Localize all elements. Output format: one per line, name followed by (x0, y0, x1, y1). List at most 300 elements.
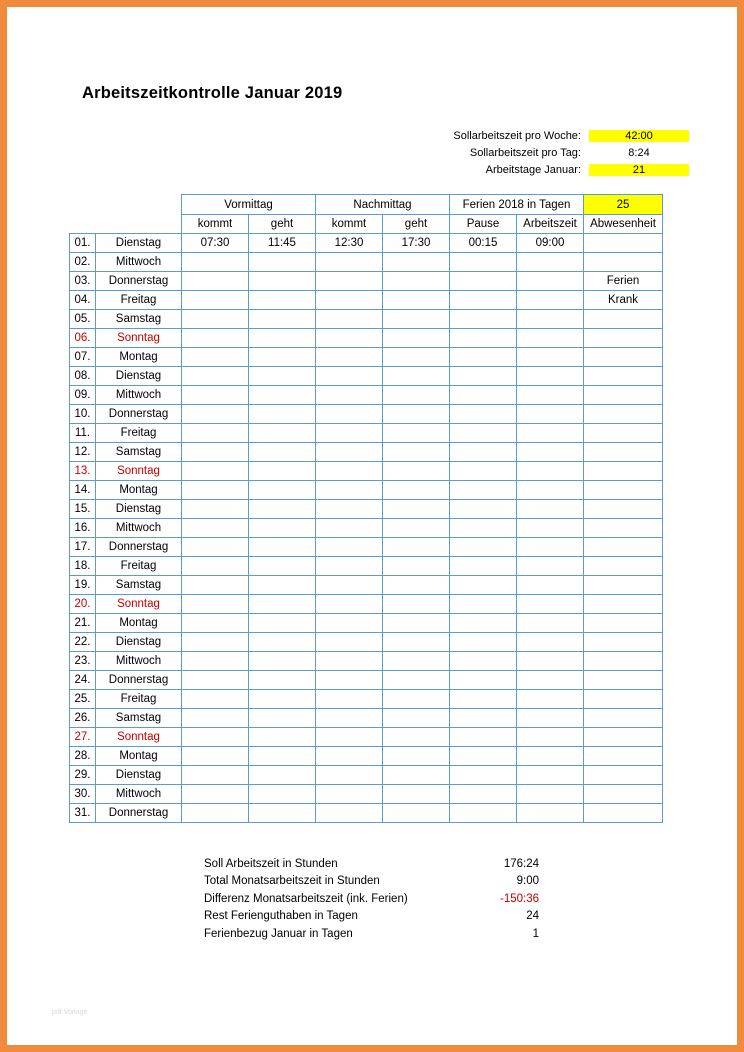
cell-pause[interactable] (450, 253, 517, 272)
cell-pause[interactable] (450, 481, 517, 500)
cell-nm-kommt[interactable] (316, 253, 383, 272)
cell-nm-kommt[interactable] (316, 785, 383, 804)
cell-abwesenheit[interactable] (584, 253, 663, 272)
cell-vm-kommt[interactable] (182, 538, 249, 557)
cell-nm-geht[interactable] (383, 519, 450, 538)
table-row (70, 424, 663, 443)
cell-vm-geht[interactable] (249, 728, 316, 747)
cell-nm-geht[interactable] (383, 652, 450, 671)
cell-vm-kommt[interactable] (182, 595, 249, 614)
cell-vm-kommt[interactable] (182, 386, 249, 405)
cell-nm-geht[interactable] (383, 614, 450, 633)
cell-arbeitszeit[interactable] (517, 462, 584, 481)
cell-nm-geht[interactable] (383, 443, 450, 462)
cell-pause[interactable] (450, 595, 517, 614)
cell-nm-kommt[interactable] (316, 804, 383, 823)
cell-abwesenheit[interactable] (584, 557, 663, 576)
group-header-ferien-label: Ferien 2018 in Tagen (450, 195, 584, 215)
cell-pause[interactable] (450, 747, 517, 766)
cell-nm-geht[interactable] (383, 348, 450, 367)
cell-abwesenheit[interactable] (584, 500, 663, 519)
top-info-value: 8:24 (628, 146, 650, 159)
cell-pause[interactable] (450, 614, 517, 633)
table-row (70, 804, 663, 823)
cell-vm-kommt[interactable] (182, 367, 249, 386)
row-number: 25. (70, 690, 96, 709)
cell-abwesenheit[interactable] (584, 766, 663, 785)
cell-abwesenheit[interactable] (584, 614, 663, 633)
cell-pause[interactable] (450, 310, 517, 329)
cell-arbeitszeit[interactable] (517, 367, 584, 386)
cell-vm-kommt[interactable] (182, 462, 249, 481)
cell-nm-geht[interactable] (383, 253, 450, 272)
cell-vm-kommt[interactable] (182, 804, 249, 823)
row-weekday: Mittwoch (96, 253, 182, 272)
row-weekday: Samstag (96, 443, 182, 462)
table-row (70, 519, 663, 538)
cell-arbeitszeit[interactable] (517, 405, 584, 424)
cell-abwesenheit[interactable] (584, 424, 663, 443)
cell-nm-geht[interactable] (383, 804, 450, 823)
cell-vm-geht[interactable] (249, 538, 316, 557)
cell-nm-geht[interactable] (383, 329, 450, 348)
cell-nm-geht[interactable] (383, 671, 450, 690)
row-number: 17. (70, 538, 96, 557)
cell-pause[interactable] (450, 557, 517, 576)
cell-vm-kommt[interactable] (182, 405, 249, 424)
cell-vm-kommt[interactable] (182, 253, 249, 272)
cell-arbeitszeit[interactable] (517, 481, 584, 500)
cell-arbeitszeit[interactable] (517, 690, 584, 709)
cell-nm-kommt[interactable] (316, 329, 383, 348)
cell-abwesenheit[interactable] (584, 652, 663, 671)
cell-nm-geht[interactable] (383, 633, 450, 652)
cell-abwesenheit[interactable] (584, 234, 663, 253)
cell-nm-geht[interactable] (383, 386, 450, 405)
column-header-arbeitszeit: Arbeitszeit (517, 215, 584, 234)
table-row (70, 462, 663, 481)
row-weekday: Dienstag (96, 500, 182, 519)
cell-arbeitszeit[interactable] (517, 348, 584, 367)
cell-nm-kommt[interactable] (316, 291, 383, 310)
cell-arbeitszeit[interactable] (517, 671, 584, 690)
cell-vm-geht[interactable] (249, 272, 316, 291)
table-row (70, 253, 663, 272)
cell-nm-kommt[interactable] (316, 272, 383, 291)
document-sheet (14, 14, 730, 1038)
cell-abwesenheit[interactable] (584, 329, 663, 348)
cell-arbeitszeit[interactable] (517, 709, 584, 728)
cell-pause[interactable] (450, 291, 517, 310)
cell-nm-geht[interactable] (383, 405, 450, 424)
page-title: Arbeitszeitkontrolle Januar 2019 (82, 84, 343, 102)
cell-nm-kommt[interactable] (316, 709, 383, 728)
cell-vm-geht[interactable] (249, 709, 316, 728)
cell-abwesenheit[interactable] (584, 519, 663, 538)
top-info-label: Arbeitstage Januar: (485, 163, 581, 176)
row-number: 09. (70, 386, 96, 405)
cell-arbeitszeit[interactable] (517, 804, 584, 823)
cell-vm-kommt[interactable]: 07:30 (182, 234, 249, 253)
cell-pause[interactable] (450, 633, 517, 652)
row-weekday: Samstag (96, 576, 182, 595)
cell-pause[interactable] (450, 766, 517, 785)
table-row (70, 538, 663, 557)
table-row (70, 785, 663, 804)
summary-label: Ferienbezug Januar in Tagen (204, 927, 353, 940)
cell-vm-kommt[interactable] (182, 272, 249, 291)
cell-arbeitszeit[interactable] (517, 310, 584, 329)
cell-vm-kommt[interactable] (182, 671, 249, 690)
cell-nm-kommt[interactable] (316, 348, 383, 367)
table-group-header-row (70, 195, 663, 215)
cell-abwesenheit[interactable]: Krank (584, 291, 663, 310)
group-header-vormittag: Vormittag (182, 195, 316, 215)
table-row (70, 348, 663, 367)
summary-value: 9:00 (516, 875, 539, 888)
cell-arbeitszeit[interactable] (517, 766, 584, 785)
cell-nm-geht[interactable] (383, 310, 450, 329)
cell-abwesenheit[interactable] (584, 348, 663, 367)
cell-nm-geht[interactable] (383, 291, 450, 310)
table-row (70, 234, 663, 253)
row-number: 28. (70, 747, 96, 766)
row-number: 15. (70, 500, 96, 519)
cell-nm-kommt[interactable] (316, 614, 383, 633)
cell-nm-geht[interactable] (383, 481, 450, 500)
cell-vm-kommt[interactable] (182, 709, 249, 728)
summary-row (204, 855, 539, 873)
table-row (70, 652, 663, 671)
cell-pause[interactable] (450, 367, 517, 386)
empty-corner-cell-4 (96, 215, 182, 234)
cell-nm-kommt[interactable] (316, 633, 383, 652)
table-row (70, 386, 663, 405)
row-weekday: Sonntag (96, 595, 182, 614)
cell-vm-kommt[interactable] (182, 633, 249, 652)
cell-nm-kommt[interactable] (316, 386, 383, 405)
summary-label: Total Monatsarbeitszeit in Stunden (204, 875, 380, 888)
column-header-abwesenheit: Abwesenheit (584, 215, 663, 234)
cell-abwesenheit[interactable] (584, 709, 663, 728)
row-number: 05. (70, 310, 96, 329)
cell-nm-kommt[interactable] (316, 576, 383, 595)
cell-nm-kommt[interactable] (316, 405, 383, 424)
cell-vm-kommt[interactable] (182, 766, 249, 785)
cell-pause[interactable] (450, 652, 517, 671)
cell-arbeitszeit[interactable] (517, 329, 584, 348)
cell-vm-geht[interactable] (249, 519, 316, 538)
cell-vm-geht[interactable] (249, 405, 316, 424)
cell-vm-kommt[interactable] (182, 557, 249, 576)
column-header-vm-geht: geht (249, 215, 316, 234)
cell-arbeitszeit[interactable] (517, 557, 584, 576)
cell-nm-kommt[interactable] (316, 652, 383, 671)
cell-nm-kommt[interactable] (316, 671, 383, 690)
cell-vm-kommt[interactable] (182, 481, 249, 500)
cell-vm-kommt[interactable] (182, 443, 249, 462)
cell-arbeitszeit[interactable] (517, 747, 584, 766)
column-header-pause: Pause (450, 215, 517, 234)
cell-vm-geht[interactable] (249, 652, 316, 671)
cell-arbeitszeit[interactable] (517, 652, 584, 671)
cell-pause[interactable] (450, 785, 517, 804)
cell-arbeitszeit[interactable] (517, 595, 584, 614)
row-number: 01. (70, 234, 96, 253)
cell-arbeitszeit[interactable] (517, 500, 584, 519)
cell-vm-geht[interactable] (249, 576, 316, 595)
cell-abwesenheit[interactable] (584, 728, 663, 747)
cell-nm-geht[interactable] (383, 709, 450, 728)
cell-vm-geht[interactable] (249, 424, 316, 443)
cell-pause[interactable] (450, 804, 517, 823)
cell-arbeitszeit[interactable] (517, 728, 584, 747)
cell-vm-geht[interactable] (249, 481, 316, 500)
row-weekday: Mittwoch (96, 652, 182, 671)
cell-pause[interactable] (450, 728, 517, 747)
row-weekday: Montag (96, 481, 182, 500)
cell-vm-kommt[interactable] (182, 310, 249, 329)
row-weekday: Montag (96, 614, 182, 633)
cell-nm-kommt[interactable] (316, 367, 383, 386)
cell-vm-geht[interactable] (249, 595, 316, 614)
cell-arbeitszeit[interactable] (517, 614, 584, 633)
cell-vm-kommt[interactable] (182, 614, 249, 633)
row-number: 16. (70, 519, 96, 538)
cell-vm-geht[interactable] (249, 671, 316, 690)
cell-pause[interactable] (450, 424, 517, 443)
cell-vm-geht[interactable] (249, 443, 316, 462)
cell-pause[interactable] (450, 405, 517, 424)
row-weekday: Freitag (96, 690, 182, 709)
cell-nm-kommt[interactable] (316, 557, 383, 576)
summary-row (204, 890, 539, 908)
cell-abwesenheit[interactable] (584, 633, 663, 652)
cell-abwesenheit[interactable]: Ferien (584, 272, 663, 291)
cell-abwesenheit[interactable] (584, 538, 663, 557)
cell-nm-kommt[interactable] (316, 310, 383, 329)
cell-vm-geht[interactable] (249, 766, 316, 785)
cell-arbeitszeit[interactable] (517, 291, 584, 310)
cell-vm-geht[interactable] (249, 348, 316, 367)
cell-nm-geht[interactable] (383, 424, 450, 443)
cell-arbeitszeit[interactable] (517, 576, 584, 595)
table-row (70, 500, 663, 519)
cell-abwesenheit[interactable] (584, 804, 663, 823)
cell-nm-geht[interactable] (383, 595, 450, 614)
cell-pause[interactable] (450, 576, 517, 595)
cell-nm-geht[interactable] (383, 272, 450, 291)
cell-vm-geht[interactable]: 11:45 (249, 234, 316, 253)
cell-arbeitszeit[interactable] (517, 272, 584, 291)
cell-nm-geht[interactable] (383, 747, 450, 766)
cell-vm-kommt[interactable] (182, 785, 249, 804)
row-number: 22. (70, 633, 96, 652)
cell-abwesenheit[interactable] (584, 405, 663, 424)
cell-vm-geht[interactable] (249, 614, 316, 633)
cell-abwesenheit[interactable] (584, 386, 663, 405)
cell-vm-kommt[interactable] (182, 348, 249, 367)
row-number: 07. (70, 348, 96, 367)
cell-vm-geht[interactable] (249, 253, 316, 272)
cell-arbeitszeit[interactable] (517, 785, 584, 804)
cell-nm-kommt[interactable] (316, 462, 383, 481)
table-row (70, 728, 663, 747)
cell-nm-geht[interactable] (383, 538, 450, 557)
row-number: 06. (70, 329, 96, 348)
cell-vm-geht[interactable] (249, 785, 316, 804)
top-info-label: Sollarbeitszeit pro Woche: (453, 129, 581, 142)
cell-nm-geht[interactable] (383, 500, 450, 519)
cell-abwesenheit[interactable] (584, 671, 663, 690)
cell-nm-kommt[interactable] (316, 519, 383, 538)
document-body (69, 84, 689, 943)
summary-row (204, 925, 539, 943)
row-weekday: Sonntag (96, 329, 182, 348)
cell-arbeitszeit[interactable] (517, 424, 584, 443)
cell-nm-geht[interactable] (383, 766, 450, 785)
cell-nm-geht[interactable] (383, 557, 450, 576)
cell-nm-geht[interactable] (383, 367, 450, 386)
cell-pause[interactable] (450, 671, 517, 690)
watermark-text: pdf Vorlage (52, 1009, 88, 1016)
top-info-row (329, 161, 689, 178)
cell-nm-kommt[interactable] (316, 766, 383, 785)
cell-nm-kommt[interactable] (316, 424, 383, 443)
cell-pause[interactable] (450, 709, 517, 728)
cell-arbeitszeit[interactable] (517, 519, 584, 538)
cell-nm-geht[interactable] (383, 690, 450, 709)
cell-arbeitszeit[interactable]: 09:00 (517, 234, 584, 253)
cell-nm-kommt[interactable]: 12:30 (316, 234, 383, 253)
cell-vm-geht[interactable] (249, 747, 316, 766)
summary-label: Soll Arbeitszeit in Stunden (204, 857, 338, 870)
cell-nm-kommt[interactable] (316, 595, 383, 614)
cell-nm-kommt[interactable] (316, 747, 383, 766)
table-row (70, 766, 663, 785)
cell-arbeitszeit[interactable] (517, 538, 584, 557)
row-weekday: Donnerstag (96, 804, 182, 823)
table-row (70, 272, 663, 291)
cell-pause[interactable] (450, 462, 517, 481)
cell-nm-kommt[interactable] (316, 690, 383, 709)
cell-abwesenheit[interactable] (584, 785, 663, 804)
cell-nm-geht[interactable]: 17:30 (383, 234, 450, 253)
row-number: 30. (70, 785, 96, 804)
cell-abwesenheit[interactable] (584, 595, 663, 614)
group-header-nachmittag: Nachmittag (316, 195, 450, 215)
cell-vm-kommt[interactable] (182, 424, 249, 443)
row-weekday: Donnerstag (96, 671, 182, 690)
cell-vm-geht[interactable] (249, 804, 316, 823)
table-row (70, 747, 663, 766)
cell-vm-geht[interactable] (249, 291, 316, 310)
cell-vm-geht[interactable] (249, 367, 316, 386)
table-row (70, 310, 663, 329)
cell-nm-kommt[interactable] (316, 538, 383, 557)
row-weekday: Samstag (96, 709, 182, 728)
cell-vm-kommt[interactable] (182, 329, 249, 348)
summary-row (204, 873, 539, 891)
table-row (70, 614, 663, 633)
table-row (70, 633, 663, 652)
cell-vm-kommt[interactable] (182, 291, 249, 310)
cell-nm-geht[interactable] (383, 462, 450, 481)
cell-abwesenheit[interactable] (584, 576, 663, 595)
cell-vm-kommt[interactable] (182, 747, 249, 766)
cell-vm-kommt[interactable] (182, 690, 249, 709)
cell-pause[interactable] (450, 272, 517, 291)
cell-abwesenheit[interactable] (584, 443, 663, 462)
empty-corner-cell-3 (70, 215, 96, 234)
cell-abwesenheit[interactable] (584, 481, 663, 500)
row-weekday: Samstag (96, 310, 182, 329)
cell-arbeitszeit[interactable] (517, 253, 584, 272)
row-weekday: Donnerstag (96, 405, 182, 424)
row-number: 08. (70, 367, 96, 386)
cell-arbeitszeit[interactable] (517, 443, 584, 462)
row-weekday: Dienstag (96, 766, 182, 785)
cell-nm-geht[interactable] (383, 576, 450, 595)
cell-arbeitszeit[interactable] (517, 386, 584, 405)
cell-vm-kommt[interactable] (182, 500, 249, 519)
cell-pause[interactable] (450, 519, 517, 538)
row-number: 21. (70, 614, 96, 633)
table-row (70, 291, 663, 310)
cell-nm-kommt[interactable] (316, 443, 383, 462)
cell-vm-kommt[interactable] (182, 576, 249, 595)
summary-value: 176:24 (503, 857, 539, 870)
cell-abwesenheit[interactable] (584, 690, 663, 709)
cell-vm-geht[interactable] (249, 557, 316, 576)
cell-vm-geht[interactable] (249, 329, 316, 348)
table-row (70, 367, 663, 386)
cell-abwesenheit[interactable] (584, 747, 663, 766)
cell-vm-geht[interactable] (249, 633, 316, 652)
cell-pause[interactable]: 00:15 (450, 234, 517, 253)
cell-vm-kommt[interactable] (182, 652, 249, 671)
cell-pause[interactable] (450, 443, 517, 462)
cell-vm-geht[interactable] (249, 462, 316, 481)
cell-nm-geht[interactable] (383, 728, 450, 747)
cell-pause[interactable] (450, 386, 517, 405)
cell-vm-kommt[interactable] (182, 728, 249, 747)
row-weekday: Freitag (96, 424, 182, 443)
cell-arbeitszeit[interactable] (517, 633, 584, 652)
top-info-value: 21 (589, 164, 689, 176)
cell-nm-kommt[interactable] (316, 728, 383, 747)
cell-nm-kommt[interactable] (316, 481, 383, 500)
cell-nm-kommt[interactable] (316, 500, 383, 519)
cell-abwesenheit[interactable] (584, 310, 663, 329)
cell-abwesenheit[interactable] (584, 367, 663, 386)
cell-abwesenheit[interactable] (584, 462, 663, 481)
row-number: 12. (70, 443, 96, 462)
cell-pause[interactable] (450, 500, 517, 519)
cell-vm-geht[interactable] (249, 386, 316, 405)
cell-pause[interactable] (450, 538, 517, 557)
cell-nm-geht[interactable] (383, 785, 450, 804)
cell-pause[interactable] (450, 329, 517, 348)
row-number: 02. (70, 253, 96, 272)
top-info-label: Sollarbeitszeit pro Tag: (469, 146, 581, 159)
cell-vm-kommt[interactable] (182, 519, 249, 538)
cell-vm-geht[interactable] (249, 500, 316, 519)
cell-pause[interactable] (450, 348, 517, 367)
cell-vm-geht[interactable] (249, 310, 316, 329)
cell-pause[interactable] (450, 690, 517, 709)
cell-vm-geht[interactable] (249, 690, 316, 709)
